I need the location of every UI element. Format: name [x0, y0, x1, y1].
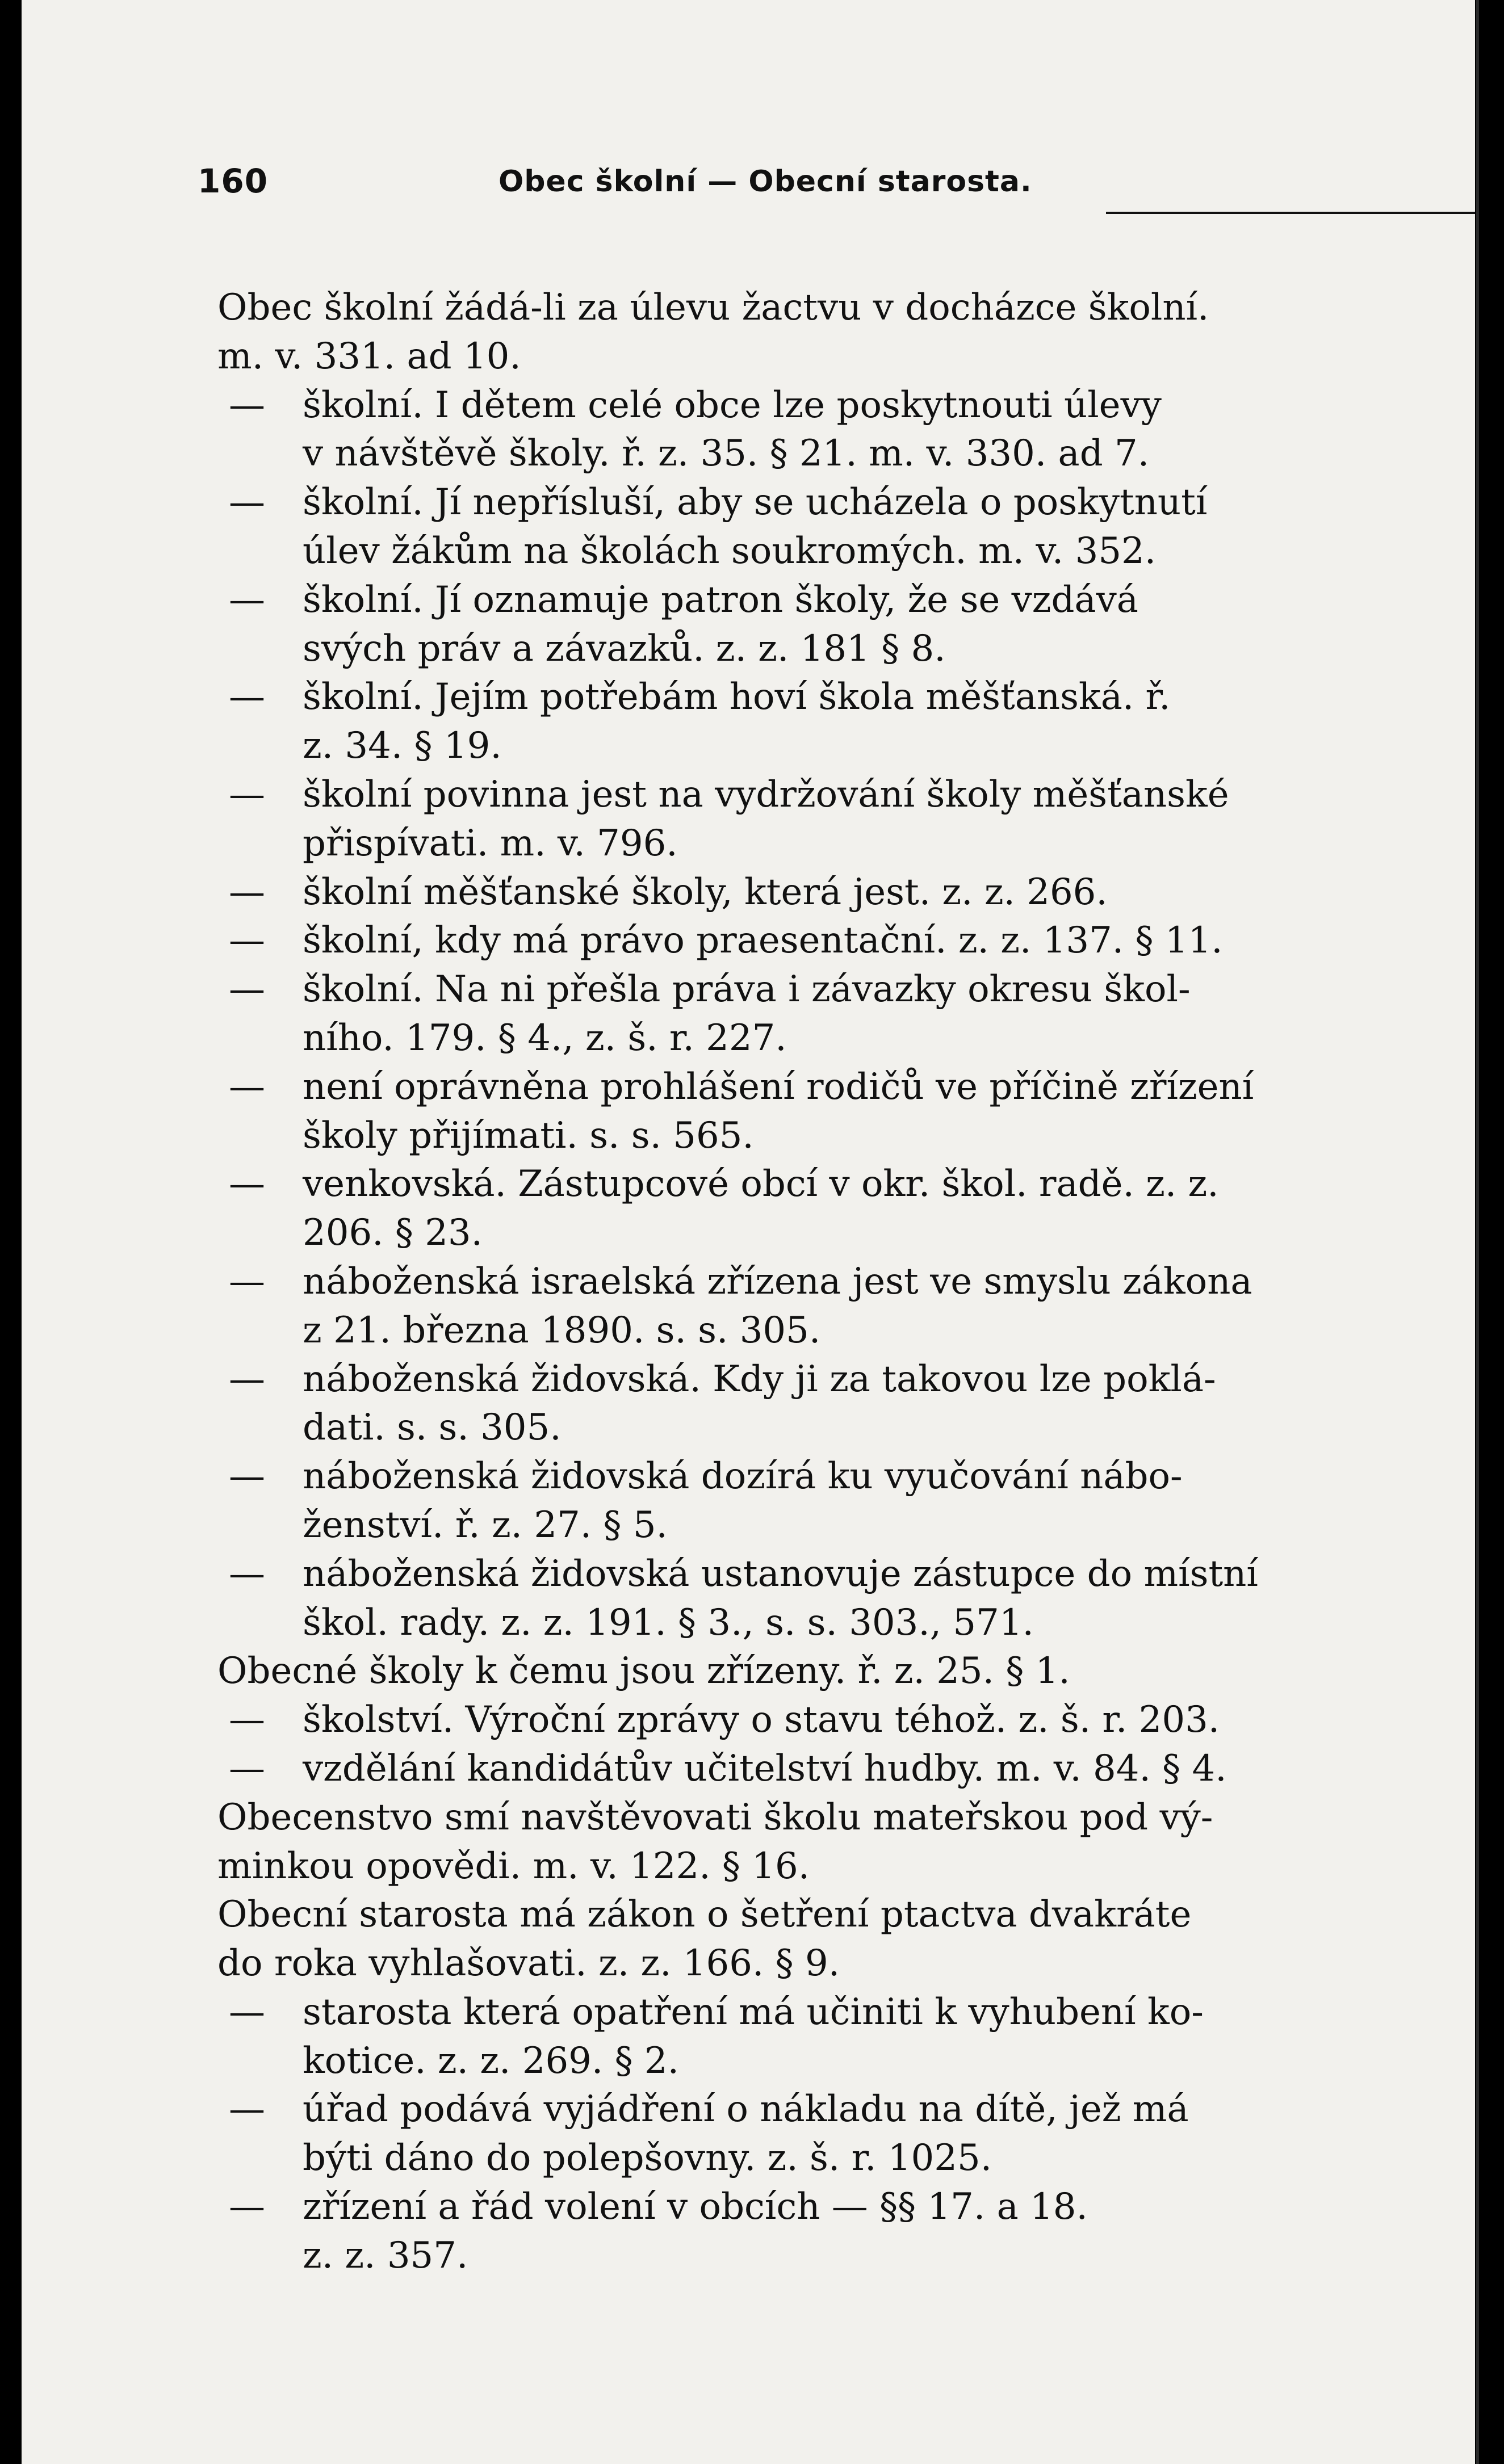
entry-line: školství. Výroční zprávy o stavu téhož. z. š. r. 203. — [303, 1699, 1220, 1741]
index-subentry — [217, 1355, 1381, 1453]
entry-line: Obecní starosta má zákon o šetření ptactva dvakráte — [217, 1894, 1192, 1936]
entry-dash: — — [229, 1699, 265, 1741]
entry-dash: — — [229, 578, 265, 621]
entry-line: školy přijímati. s. s. 565. — [303, 1114, 754, 1157]
entry-line: m. v. 331. ad 10. — [217, 335, 521, 377]
entry-dash: — — [229, 968, 265, 1011]
entry-line: Obecné školy k čemu jsou zřízeny. ř. z. 25. § 1. — [217, 1650, 1070, 1693]
entry-line: do roka vyhlašovati. z. z. 166. § 9. — [217, 1942, 840, 1985]
entry-line: zřízení a řád volení v obcích — §§ 17. a 18. — [303, 2186, 1088, 2228]
entry-line: školní, kdy má právo praesentační. z. z. 137. § 11. — [303, 920, 1223, 962]
entry-line: školní měšťanské školy, která jest. z. z. 266. — [303, 871, 1108, 913]
entry-line: dati. s. s. 305. — [303, 1407, 562, 1449]
index-subentry — [217, 2183, 1381, 2281]
entry-line: minkou opovědi. m. v. 122. § 16. — [217, 1845, 810, 1887]
index-subentry — [217, 868, 1381, 917]
entry-dash: — — [229, 1358, 265, 1400]
header-rule — [1106, 212, 1475, 214]
entry-line: v návštěvě školy. ř. z. 35. § 21. m. v. 330. ad 7. — [303, 433, 1150, 475]
entry-line: venkovská. Zástupcové obcí v okr. škol. radě. z. z. — [303, 1163, 1219, 1206]
entry-line: školní. Jí nepřísluší, aby se ucházela o poskytnutí — [303, 481, 1208, 524]
index-subentry — [217, 771, 1381, 868]
entry-line: 206. § 23. — [303, 1212, 483, 1254]
index-subentry — [217, 966, 1381, 1063]
index-subentry — [217, 917, 1381, 966]
entry-line: svých práv a závazků. z. z. 181 § 8. — [303, 627, 946, 670]
index-entry — [217, 1891, 1381, 1988]
entry-line: ženství. ř. z. 27. § 5. — [303, 1504, 668, 1546]
entry-dash: — — [229, 871, 265, 913]
entry-line: náboženská židovská ustanovuje zástupce do místní — [303, 1552, 1258, 1595]
entry-dash: — — [229, 920, 265, 962]
entry-line: býti dáno do polepšovny. z. š. r. 1025. — [303, 2137, 992, 2180]
entry-dash: — — [229, 481, 265, 524]
entry-dash: — — [229, 676, 265, 719]
entry-line: z 21. března 1890. s. s. 305. — [303, 1309, 821, 1351]
index-entries — [217, 284, 1381, 2281]
page-edge-line — [1476, 0, 1479, 2464]
index-subentry — [217, 1258, 1381, 1355]
entry-line: školní. Jejím potřebám hoví škola měšťanská. ř. — [303, 676, 1171, 719]
index-subentry — [217, 1988, 1381, 2086]
index-subentry — [217, 1160, 1381, 1258]
entry-line: kotice. z. z. 269. § 2. — [303, 2039, 679, 2082]
entry-line: náboženská israelská zřízena jest ve smyslu zákona — [303, 1260, 1252, 1303]
index-subentry — [217, 2085, 1381, 2183]
entry-line: náboženská židovská dozírá ku vyučování nábo- — [303, 1455, 1183, 1498]
entry-dash: — — [229, 1552, 265, 1595]
entry-line: z. z. 357. — [303, 2234, 468, 2277]
entry-dash: — — [229, 1260, 265, 1303]
entry-line: školní. I dětem celé obce lze poskytnouti úlevy — [303, 384, 1162, 426]
entry-dash: — — [229, 1065, 265, 1108]
index-entry — [217, 1794, 1381, 1891]
entry-dash: — — [229, 1747, 265, 1790]
entry-dash: — — [229, 384, 265, 426]
index-subentry — [217, 1696, 1381, 1745]
entry-line: ního. 179. § 4., z. š. r. 227. — [303, 1017, 787, 1059]
entry-line: úřad podává vyjádření o nákladu na dítě, jež má — [303, 2088, 1189, 2131]
running-title: Obec školní — Obecní starosta. — [498, 165, 1032, 199]
entry-line: školní. Na ni přešla práva i závazky okresu škol- — [303, 968, 1191, 1011]
entry-line: z. 34. § 19. — [303, 725, 502, 767]
entry-dash: — — [229, 2088, 265, 2131]
index-subentry — [217, 1063, 1381, 1161]
page-number: 160 — [198, 162, 269, 200]
index-entry — [217, 284, 1381, 381]
page-header — [198, 162, 1361, 213]
entry-dash: — — [229, 1163, 265, 1206]
entry-line: vzdělání kandidátův učitelství hudby. m. v. 84. § 4. — [303, 1747, 1227, 1790]
index-subentry — [217, 673, 1381, 771]
entry-line: není oprávněna prohlášení rodičů ve příčině zřízení — [303, 1065, 1254, 1108]
entry-dash: — — [229, 773, 265, 816]
entry-line: školní povinna jest na vydržování školy měšťanské — [303, 773, 1229, 816]
entry-line: starosta která opatření má učiniti k vyhubení ko- — [303, 1991, 1204, 2033]
index-subentry — [217, 576, 1381, 674]
entry-line: náboženská židovská. Kdy ji za takovou lze poklá- — [303, 1358, 1216, 1400]
entry-line: úlev žákům na školách soukromých. m. v. 352. — [303, 530, 1157, 572]
entry-line: školní. Jí oznamuje patron školy, že se vzdává — [303, 578, 1138, 621]
entry-dash: — — [229, 1455, 265, 1498]
entry-line: Obec školní žádá-li za úlevu žactvu v docházce školní. — [217, 287, 1209, 329]
index-subentry — [217, 1453, 1381, 1550]
entry-dash: — — [229, 1991, 265, 2033]
index-subentry — [217, 1745, 1381, 1794]
entry-line: škol. rady. z. z. 191. § 3., s. s. 303., 571. — [303, 1601, 1034, 1644]
entry-dash: — — [229, 2186, 265, 2228]
index-subentry — [217, 1550, 1381, 1648]
index-entry — [217, 1647, 1381, 1696]
index-subentry — [217, 381, 1381, 479]
entry-line: přispívati. m. v. 796. — [303, 822, 678, 864]
book-page — [22, 0, 1475, 2464]
index-subentry — [217, 478, 1381, 576]
entry-line: Obecenstvo smí navštěvovati školu mateřskou pod vý- — [217, 1796, 1213, 1838]
